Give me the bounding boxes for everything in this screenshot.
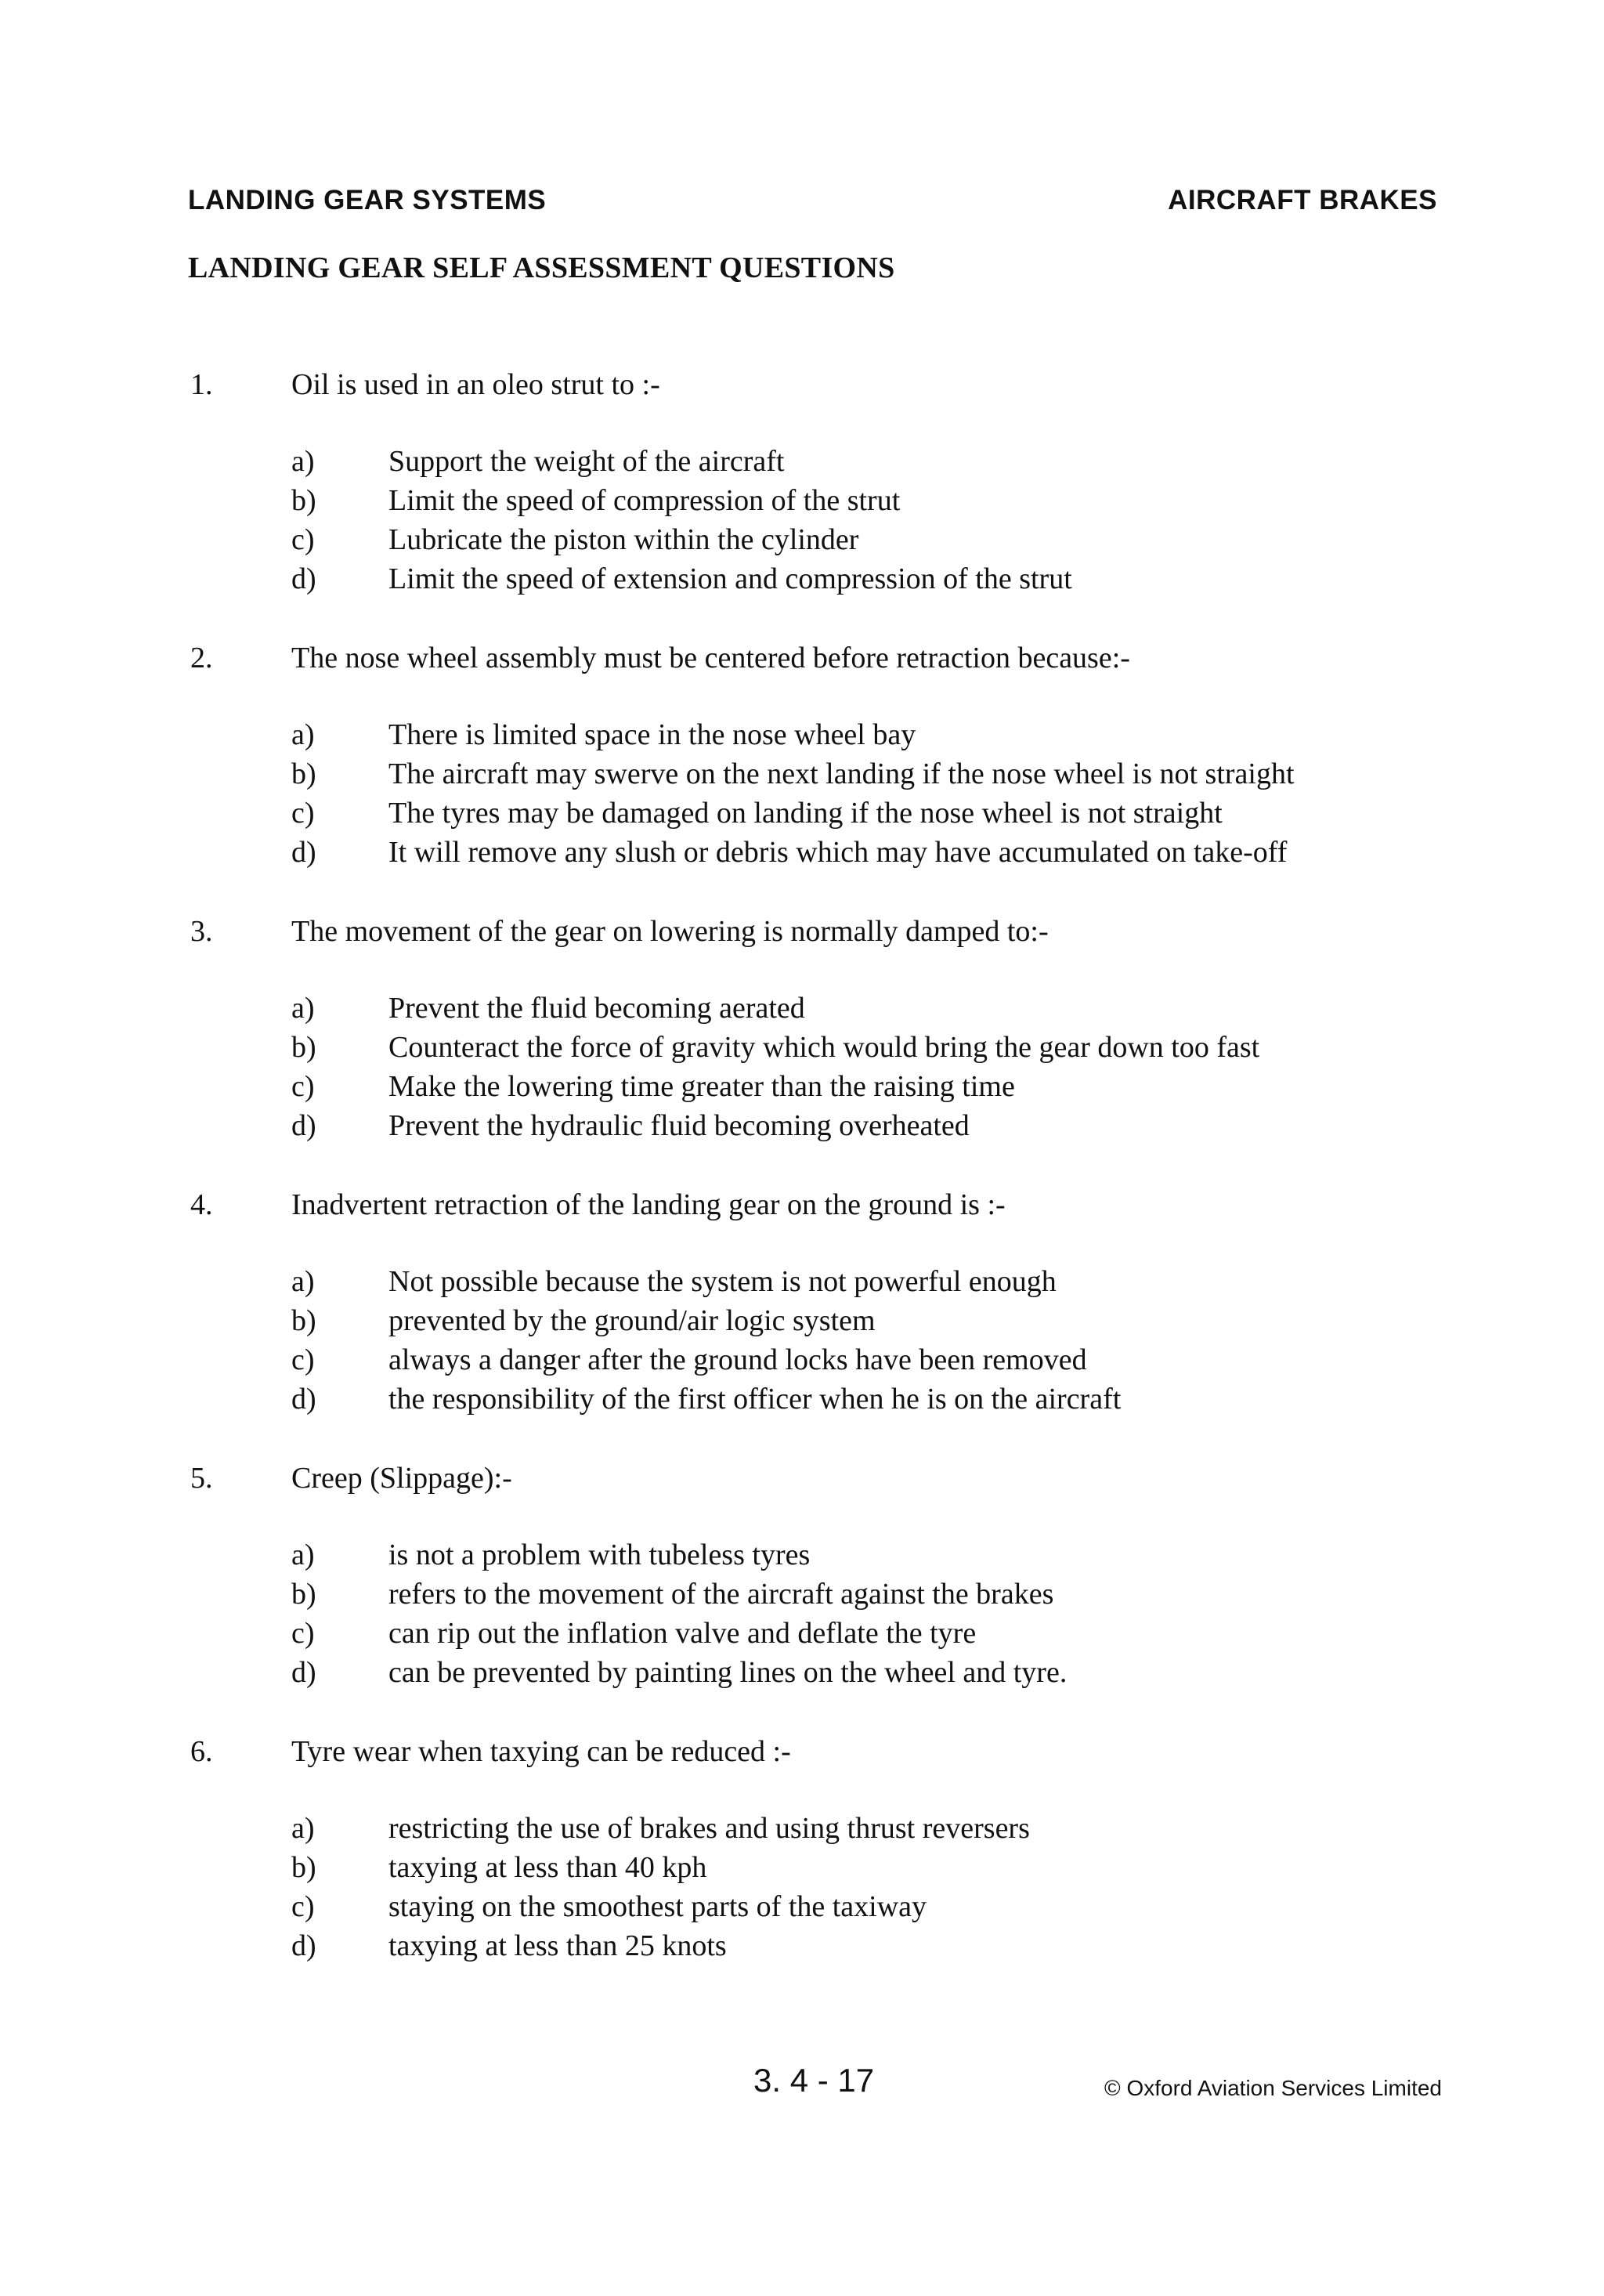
option-letter: c) (291, 1890, 315, 1923)
question-number: 3. (190, 915, 213, 948)
option-text: There is limited space in the nose wheel bay (388, 718, 916, 751)
question-text: The movement of the gear on lowering is normally damped to:- (291, 915, 1049, 948)
option-letter: c) (291, 523, 315, 556)
copyright-notice: © Oxford Aviation Services Limited (1104, 2076, 1442, 2100)
option-text: Support the weight of the aircraft (388, 445, 785, 478)
option-text: Prevent the hydraulic fluid becoming overheated (388, 1109, 970, 1142)
answer-option (0, 989, 1604, 1028)
option-text: The tyres may be damaged on landing if the nose wheel is not straight (388, 797, 1223, 830)
option-text: can rip out the inflation valve and deflate the tyre (388, 1617, 977, 1650)
answer-option (0, 1653, 1604, 1692)
answer-option (0, 559, 1604, 598)
option-letter: a) (291, 1539, 315, 1571)
option-text: It will remove any slush or debris which may have accumulated on take-off (388, 836, 1288, 869)
option-letter: c) (291, 1617, 315, 1650)
option-text: refers to the movement of the aircraft against the brakes (388, 1578, 1054, 1611)
option-letter: c) (291, 1070, 315, 1103)
question-item (0, 1185, 1604, 1459)
option-letter: d) (291, 1656, 316, 1689)
option-text: Prevent the fluid becoming aerated (388, 992, 805, 1025)
option-letter: b) (291, 1851, 316, 1884)
option-letter: b) (291, 1031, 316, 1064)
question-item (0, 365, 1604, 638)
option-letter: d) (291, 1929, 316, 1962)
question-item (0, 912, 1604, 1185)
option-text: can be prevented by painting lines on the wheel and tyre. (388, 1656, 1068, 1689)
option-letter: b) (291, 1304, 316, 1337)
option-text: Not possible because the system is not powerful enough (388, 1265, 1057, 1298)
option-letter: b) (291, 1578, 316, 1611)
question-text: Oil is used in an oleo strut to :- (291, 368, 660, 401)
question-text: Tyre wear when taxying can be reduced :- (291, 1735, 791, 1768)
answer-option (0, 715, 1604, 754)
answer-option (0, 1809, 1604, 1848)
answer-option (0, 520, 1604, 559)
answer-option (0, 481, 1604, 520)
option-text: Make the lowering time greater than the raising time (388, 1070, 1015, 1103)
header-section-title: LANDING GEAR SYSTEMS (188, 185, 547, 215)
question-text: Inadvertent retraction of the landing gear on the ground is :- (291, 1188, 1006, 1221)
option-text: prevented by the ground/air logic system (388, 1304, 876, 1337)
answer-option (0, 754, 1604, 794)
header-chapter-title: AIRCRAFT BRAKES (1168, 185, 1437, 215)
option-letter: d) (291, 562, 316, 595)
question-item (0, 1732, 1604, 2005)
answer-option (0, 1535, 1604, 1575)
answer-option (0, 1926, 1604, 1965)
option-text: staying on the smoothest parts of the taxiway (388, 1890, 927, 1923)
page-number: 3. 4 - 17 (753, 2062, 875, 2099)
answer-option (0, 1301, 1604, 1340)
answer-option (0, 1340, 1604, 1379)
question-number: 6. (190, 1735, 213, 1768)
option-letter: a) (291, 1812, 315, 1845)
option-letter: d) (291, 836, 316, 869)
option-text: taxying at less than 40 kph (388, 1851, 707, 1884)
question-number: 2. (190, 642, 213, 674)
answer-option (0, 1106, 1604, 1145)
option-text: taxying at less than 25 knots (388, 1929, 727, 1962)
question-item (0, 1459, 1604, 1732)
answer-option (0, 833, 1604, 872)
question-number: 4. (190, 1188, 213, 1221)
question-text: Creep (Slippage):- (291, 1462, 512, 1495)
option-letter: c) (291, 1343, 315, 1376)
option-text: restricting the use of brakes and using thrust reversers (388, 1812, 1030, 1845)
option-letter: b) (291, 484, 316, 517)
answer-option (0, 1848, 1604, 1887)
answer-option (0, 1887, 1604, 1926)
page-title: LANDING GEAR SELF ASSESSMENT QUESTIONS (188, 251, 895, 284)
option-letter: a) (291, 992, 315, 1025)
option-letter: c) (291, 797, 315, 830)
option-letter: d) (291, 1109, 316, 1142)
option-letter: d) (291, 1383, 316, 1416)
option-letter: a) (291, 445, 315, 478)
option-text: Lubricate the piston within the cylinder (388, 523, 859, 556)
answer-option (0, 442, 1604, 481)
option-text: Counteract the force of gravity which would bring the gear down too fast (388, 1031, 1260, 1064)
option-text: Limit the speed of extension and compression of the strut (388, 562, 1072, 595)
question-number: 5. (190, 1462, 213, 1495)
answer-option (0, 1262, 1604, 1301)
answer-option (0, 1575, 1604, 1614)
option-text: always a danger after the ground locks have been removed (388, 1343, 1087, 1376)
option-text: the responsibility of the first officer when he is on the aircraft (388, 1383, 1122, 1416)
option-letter: a) (291, 1265, 315, 1298)
question-list (0, 365, 1604, 2005)
answer-option (0, 1067, 1604, 1106)
question-number: 1. (190, 368, 213, 401)
option-letter: a) (291, 718, 315, 751)
answer-option (0, 1614, 1604, 1653)
answer-option (0, 1379, 1604, 1419)
option-text: Limit the speed of compression of the strut (388, 484, 901, 517)
option-text: The aircraft may swerve on the next landing if the nose wheel is not straight (388, 757, 1295, 790)
answer-option (0, 794, 1604, 833)
option-text: is not a problem with tubeless tyres (388, 1539, 811, 1571)
question-text: The nose wheel assembly must be centered before retraction because:- (291, 642, 1130, 674)
question-item (0, 638, 1604, 912)
option-letter: b) (291, 757, 316, 790)
answer-option (0, 1028, 1604, 1067)
